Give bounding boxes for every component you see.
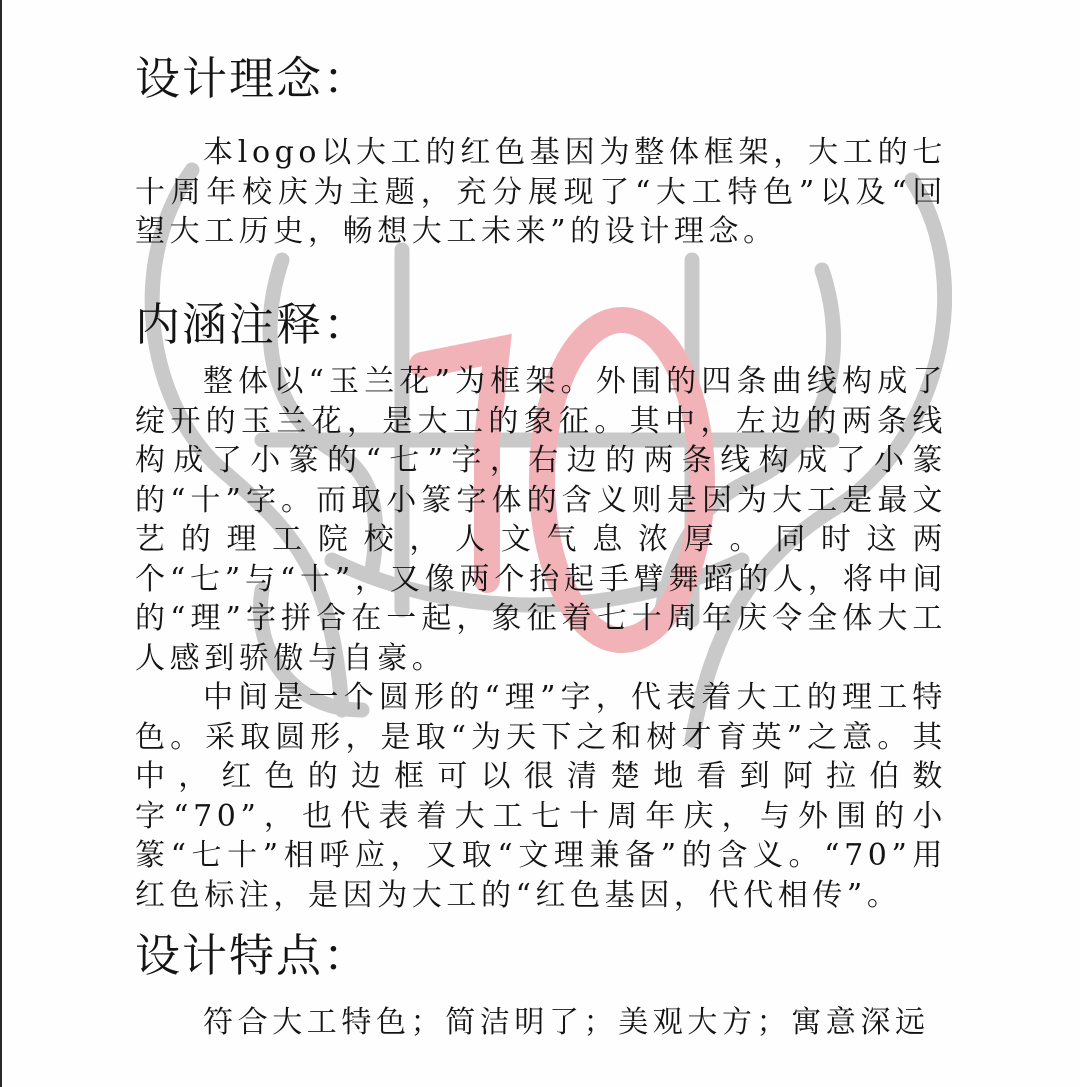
paragraph-design-concept: 本logo以大工的红色基因为整体框架，大工的七十周年校庆为主题，充分展现了“大工特色”以及“回望大工历史，畅想大工未来”的设计理念。 [135, 135, 947, 249]
paragraph-meaning-1: 整体以“玉兰花”为框架。外围的四条曲线构成了绽开的玉兰花，是大工的象征。其中，左边的两条线构成了小篆的“七”字，右边的两条线构成了小篆的“十”字。而取小篆字体的含义则是因为大工是最文艺的理工院校，人文气息浓厚。同时这两个“七”与“十”，又像两个抬起手臂舞蹈的人，将中间的“理”字拼合在一起，象征着七十周年庆令全体大工人感到骄傲与自豪。 [135, 364, 947, 676]
paragraph-meaning-2: 中间是一个圆形的“理”字，代表着大工的理工特色。采取圆形，是取“为天下之和树才育英”之意。其中，红色的边框可以很清楚地看到阿拉伯数字“70”，也代表着大工七十周年庆，与外围的小篆“七十”相呼应，又取“文理兼备”的含义。“70”用红色标注，是因为大工的“红色基因，代代相传”。 [135, 680, 947, 913]
meaning-notes-block [135, 362, 947, 915]
design-features-text: 符合大工特色；简洁明了；美观大方；寓意深远 [203, 1005, 930, 1040]
heading-design-features: 设计特点： [135, 929, 371, 982]
heading-design-concept: 设计理念： [135, 52, 371, 105]
heading-meaning-notes: 内涵注释： [135, 298, 371, 351]
